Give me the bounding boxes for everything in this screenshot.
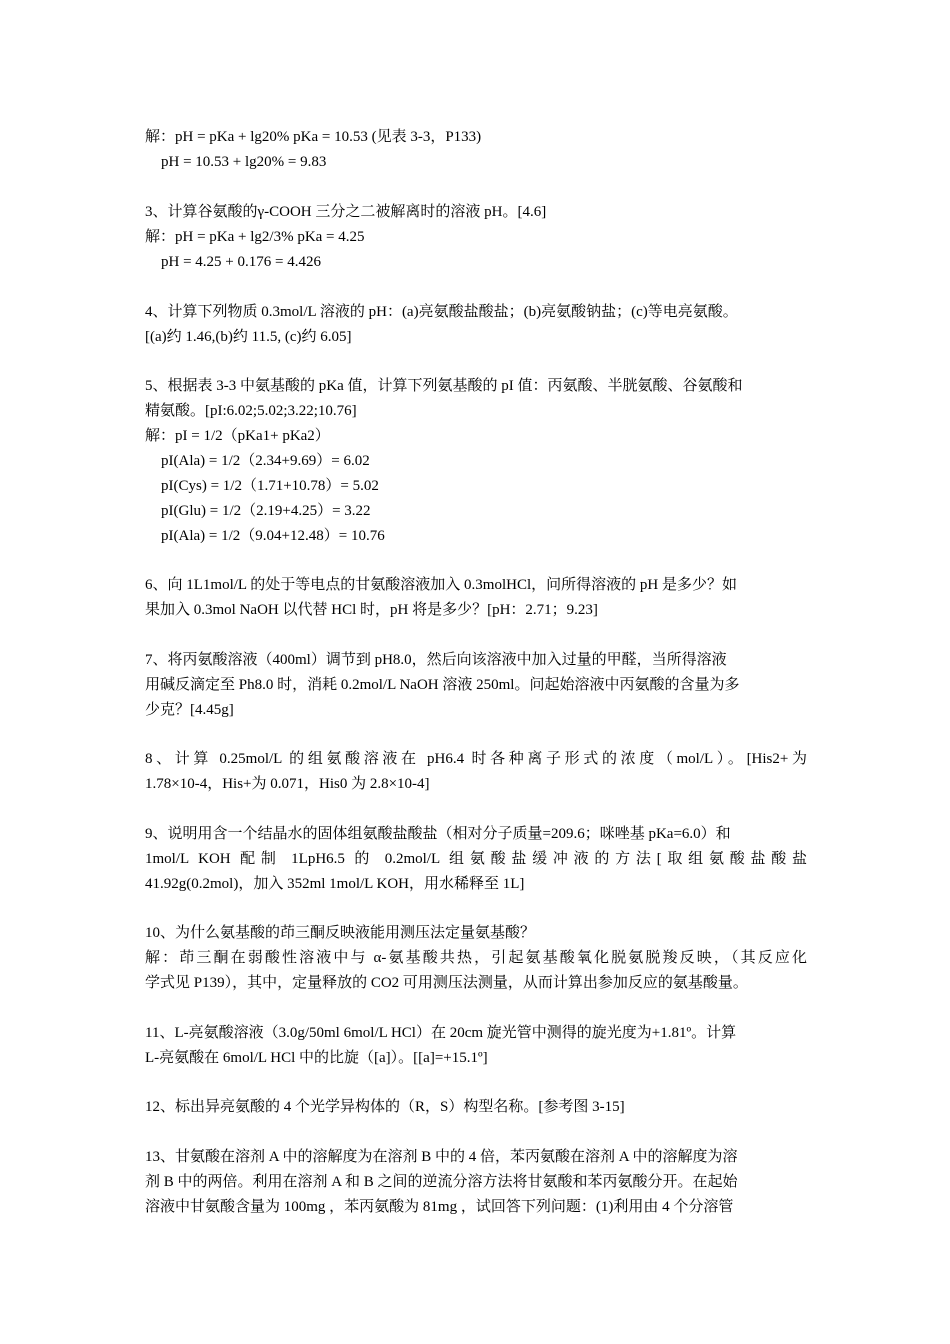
text-line: 10、为什么氨基酸的茚三酮反映液能用测压法定量氨基酸？ bbox=[145, 925, 536, 941]
text-line: 溶液中甘氨酸含量为 100mg ，苯丙氨酸为 81mg ，试回答下列问题：(1)利用由 4 个分溶管 bbox=[145, 1199, 734, 1215]
text-line: pH = 4.25 + 0.176 = 4.426 bbox=[161, 254, 321, 270]
text-line: 12、标出异亮氨酸的 4 个光学异构体的（R，S）构型名称。[参考图 3-15] bbox=[145, 1099, 625, 1115]
text-line: 剂 B 中的两倍。利用在溶剂 A 和 B 之间的逆流分溶方法将甘氨酸和苯丙氨酸分开。在起始 bbox=[145, 1174, 738, 1190]
text-line: L-亮氨酸在 6mol/L HCl 中的比旋（[a]）。[[a]=+15.1º] bbox=[145, 1050, 488, 1066]
text-line: 解：pH = pKa + lg20% pKa = 10.53 (见表 3-3，P133) bbox=[145, 129, 482, 145]
text-line: 7、将丙氨酸溶液（400ml）调节到 pH8.0，然后向该溶液中加入过量的甲醛，当所得溶液 bbox=[145, 652, 727, 668]
text-line: 8、计算 0.25mol/L 的组氨酸溶液在 pH6.4 时各种离子形式的浓度（mol/L）。[His2+为 bbox=[145, 751, 807, 767]
paragraph bbox=[145, 1095, 807, 1120]
paragraph bbox=[145, 125, 807, 175]
text-line: 6、向 1L1mol/L 的处于等电点的甘氨酸溶液加入 0.3molHCl，问所得溶液的 pH 是多少？如 bbox=[145, 577, 737, 593]
paragraph bbox=[145, 200, 807, 275]
paragraph bbox=[145, 822, 807, 897]
text-line: pI(Cys) = 1/2（1.71+10.78）= 5.02 bbox=[161, 478, 379, 494]
text-line: 用碱反滴定至 Ph8.0 时，消耗 0.2mol/L NaOH 溶液 250ml。问起始溶液中丙氨酸的含量为多 bbox=[145, 677, 740, 693]
text-line: 解：pI = 1/2（pKa1+ pKa2） bbox=[145, 428, 330, 444]
text-line: 11、L-亮氨酸溶液（3.0g/50ml 6mol/L HCl）在 20cm 旋光管中测得的旋光度为+1.81º。计算 bbox=[145, 1025, 737, 1041]
paragraph bbox=[145, 573, 807, 623]
paragraph bbox=[145, 747, 807, 797]
paragraph bbox=[145, 648, 807, 723]
text-line: 学式见 P139），其中，定量释放的 CO2 可用测压法测量，从而计算出参加反应的氨基酸量。 bbox=[145, 975, 748, 991]
text-line: 1mol/L KOH 配制 1LpH6.5 的 0.2mol/L 组氨酸盐缓冲液的方法[取组氨酸盐酸盐 bbox=[145, 851, 807, 867]
text-line: 1.78×10-4，His+为 0.071，His0 为 2.8×10-4] bbox=[145, 776, 430, 792]
text-line: 果加入 0.3mol NaOH 以代替 HCl 时，pH 将是多少？[pH：2.71；9.23] bbox=[145, 602, 598, 618]
text-line: [(a)约 1.46,(b)约 11.5, (c)约 6.05] bbox=[145, 329, 352, 345]
text-line: pI(Ala) = 1/2（9.04+12.48）= 10.76 bbox=[161, 528, 385, 544]
text-line: 5、根据表 3-3 中氨基酸的 pKa 值，计算下列氨基酸的 pI 值：丙氨酸、半胱氨酸、谷氨酸和 bbox=[145, 378, 743, 394]
text-line: 4、计算下列物质 0.3mol/L 溶液的 pH：(a)亮氨酸盐酸盐；(b)亮氨酸钠盐；(c)等电亮氨酸。 bbox=[145, 304, 738, 320]
paragraph bbox=[145, 921, 807, 996]
text-line: pI(Ala) = 1/2（2.34+9.69）= 6.02 bbox=[161, 453, 370, 469]
text-line: 解：pH = pKa + lg2/3% pKa = 4.25 bbox=[145, 229, 365, 245]
paragraph bbox=[145, 300, 807, 350]
paragraph bbox=[145, 1145, 807, 1220]
paragraph bbox=[145, 1021, 807, 1071]
paragraph bbox=[145, 374, 807, 549]
text-line: pI(Glu) = 1/2（2.19+4.25）= 3.22 bbox=[161, 503, 371, 519]
text-line: pH = 10.53 + lg20% = 9.83 bbox=[161, 154, 327, 170]
text-line: 解：茚三酮在弱酸性溶液中与 α-氨基酸共热，引起氨基酸氧化脱氨脱羧反映，（其反应化 bbox=[145, 950, 807, 966]
text-line: 9、说明用含一个结晶水的固体组氨酸盐酸盐（相对分子质量=209.6；咪唑基 pKa=6.0）和 bbox=[145, 826, 731, 842]
text-line: 41.92g(0.2mol)，加入 352ml 1mol/L KOH，用水稀释至 1L] bbox=[145, 876, 525, 892]
text-line: 3、计算谷氨酸的γ-COOH 三分之二被解离时的溶液 pH。[4.6] bbox=[145, 204, 547, 220]
text-line: 精氨酸。[pI:6.02;5.02;3.22;10.76] bbox=[145, 403, 357, 419]
text-line: 少克？[4.45g] bbox=[145, 702, 234, 718]
text-line: 13、甘氨酸在溶剂 A 中的溶解度为在溶剂 B 中的 4 倍，苯丙氨酸在溶剂 A 中的溶解度为溶 bbox=[145, 1149, 738, 1165]
